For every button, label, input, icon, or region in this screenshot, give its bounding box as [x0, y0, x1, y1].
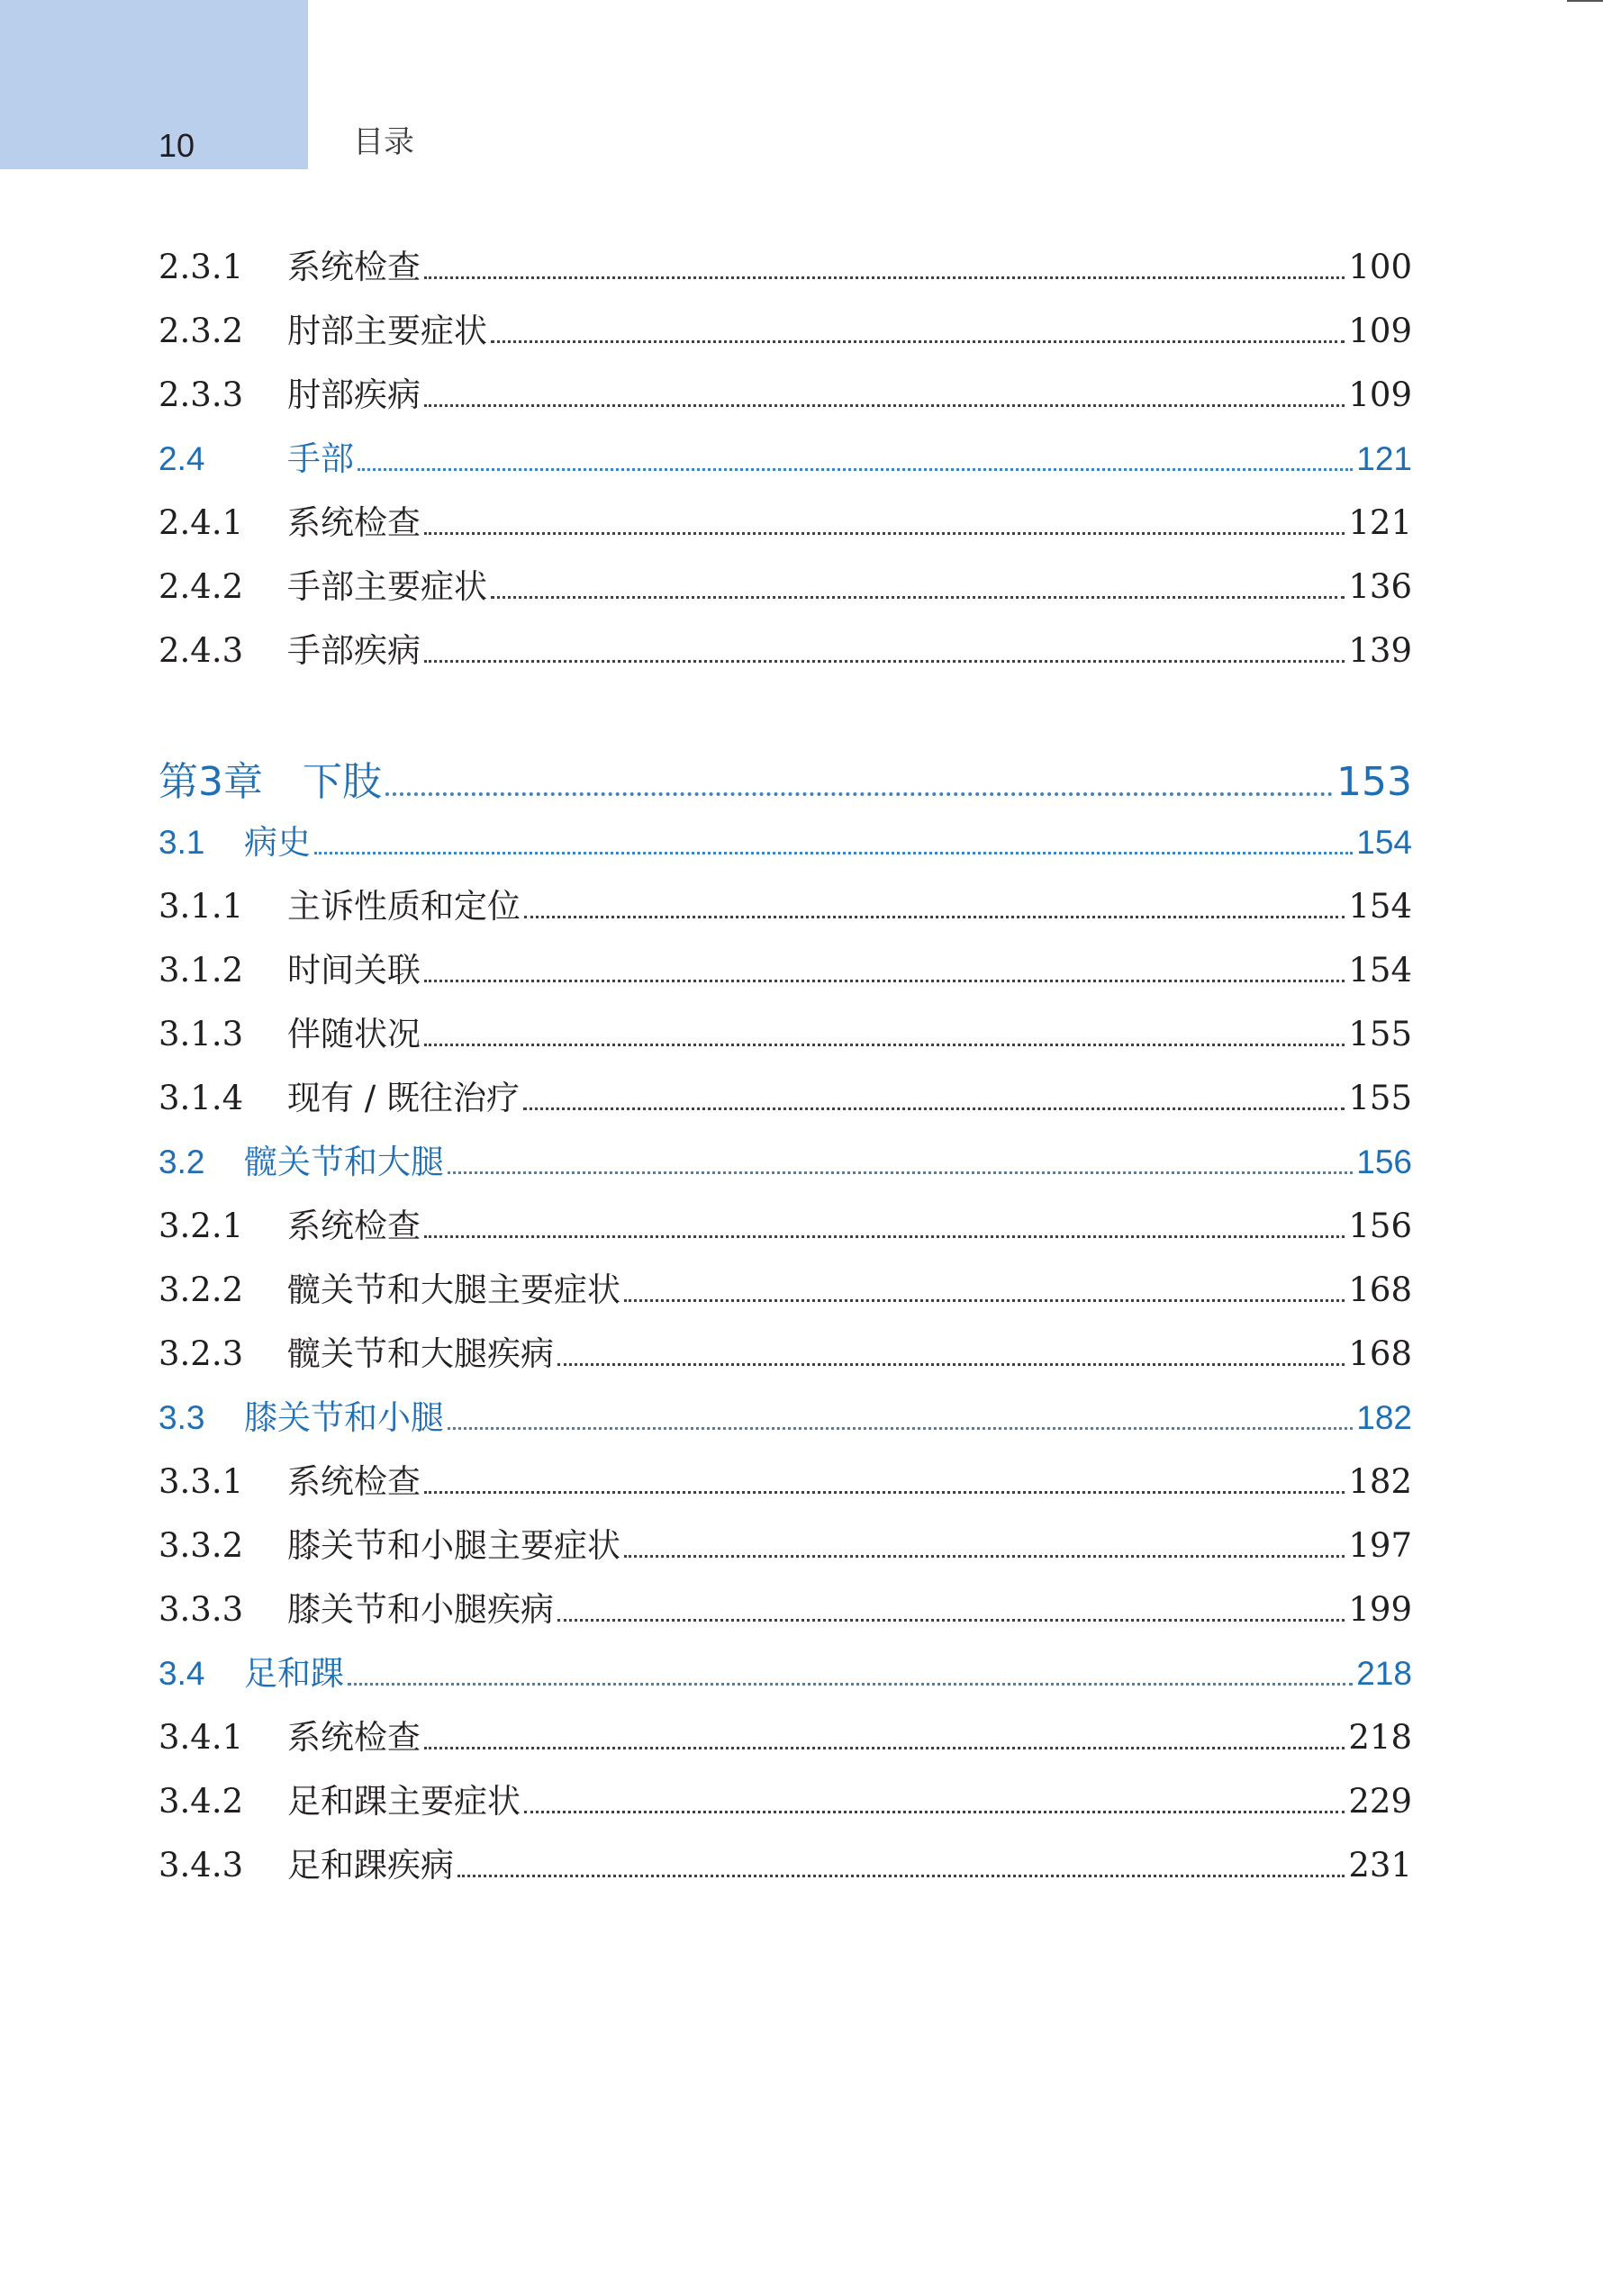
toc-page: 155 — [1348, 1079, 1412, 1117]
toc-leader — [358, 468, 1353, 471]
toc-number: 3.3 — [158, 1399, 205, 1436]
toc-number: 3.4.2 — [158, 1782, 244, 1821]
toc-page: 199 — [1348, 1590, 1412, 1629]
toc-title: 伴随状况 — [287, 1015, 421, 1053]
toc-chapter-title: 下肢 — [303, 759, 382, 805]
toc-number: 3.4.3 — [158, 1846, 244, 1885]
toc-leader — [385, 792, 1333, 796]
toc-entry-2-4-3[interactable] — [158, 623, 1412, 672]
toc-number: 2.4.2 — [158, 567, 244, 606]
toc-title: 足和踝疾病 — [287, 1846, 454, 1885]
toc-leader — [624, 1555, 1345, 1558]
toc-title: 膝关节和小腿主要症状 — [287, 1526, 620, 1565]
toc-title: 手部主要症状 — [287, 567, 487, 606]
toc-number: 3.1 — [158, 824, 205, 861]
toc-leader — [557, 1363, 1345, 1366]
toc-title: 髋关节和大腿 — [244, 1143, 444, 1181]
toc-leader — [523, 1107, 1345, 1110]
toc-title: 髋关节和大腿疾病 — [287, 1334, 554, 1373]
toc-number: 3.3.1 — [158, 1462, 244, 1501]
toc-title: 系统检查 — [287, 1718, 421, 1757]
toc-title: 髋关节和大腿主要症状 — [287, 1270, 620, 1309]
toc-page: 182 — [1356, 1399, 1412, 1436]
toc-entry-2-3-2[interactable] — [158, 303, 1412, 352]
crop-mark-right — [1567, 0, 1603, 2]
toc-page: 197 — [1348, 1526, 1412, 1565]
toc-page: 154 — [1348, 951, 1412, 990]
toc-entry-3-3-3[interactable] — [158, 1582, 1412, 1631]
toc-leader — [314, 852, 1353, 854]
toc-title: 肘部主要症状 — [287, 312, 487, 350]
toc-title: 病史 — [244, 823, 311, 862]
toc-page: 109 — [1348, 375, 1412, 414]
toc-number: 3.4.1 — [158, 1718, 244, 1757]
toc-title: 肘部疾病 — [287, 375, 421, 414]
toc-entry-3-1-4[interactable] — [158, 1071, 1412, 1119]
toc-leader — [448, 1171, 1353, 1174]
toc-number: 3.1.2 — [158, 951, 244, 990]
toc-leader — [557, 1619, 1345, 1622]
toc-page: 100 — [1348, 248, 1412, 286]
toc-leader — [448, 1427, 1353, 1430]
toc-leader — [424, 1235, 1345, 1238]
toc-page: 218 — [1356, 1655, 1412, 1692]
toc-leader — [424, 1491, 1345, 1494]
toc-entry-2-4[interactable] — [158, 431, 1412, 480]
toc-entry-3-4-3[interactable] — [158, 1838, 1412, 1886]
toc-leader — [457, 1875, 1345, 1877]
toc-page: 168 — [1348, 1270, 1412, 1309]
toc-page: 168 — [1348, 1334, 1412, 1373]
toc-number: 2.4.1 — [158, 503, 244, 542]
toc-page: 155 — [1348, 1015, 1412, 1053]
toc-title: 时间关联 — [287, 951, 421, 990]
toc-entry-3-4-1[interactable] — [158, 1710, 1412, 1758]
toc-page: 136 — [1348, 567, 1412, 606]
toc-number: 3.2.1 — [158, 1207, 244, 1245]
toc-number: 3.3.3 — [158, 1590, 244, 1629]
toc-number: 3.2 — [158, 1143, 205, 1180]
toc-entry-3-2[interactable] — [158, 1134, 1412, 1183]
toc-title: 足和踝主要症状 — [287, 1782, 521, 1821]
toc-entry-3-4[interactable] — [158, 1646, 1412, 1695]
toc-page: 229 — [1348, 1782, 1412, 1821]
toc-page: 231 — [1348, 1846, 1412, 1885]
toc-title: 现有 / 既往治疗 — [287, 1079, 520, 1117]
toc-leader — [424, 532, 1345, 535]
toc-entry-3-2-3[interactable] — [158, 1326, 1412, 1375]
header-color-block — [0, 0, 308, 169]
toc-entry-3-1-2[interactable] — [158, 943, 1412, 991]
toc-leader — [624, 1299, 1345, 1302]
toc-page: 121 — [1356, 440, 1412, 477]
toc-leader — [424, 1747, 1345, 1749]
toc-entry-3-1-3[interactable] — [158, 1007, 1412, 1055]
toc-title: 膝关节和小腿 — [244, 1398, 444, 1437]
toc-page: 156 — [1348, 1207, 1412, 1245]
toc-leader — [348, 1683, 1353, 1686]
toc-page: 121 — [1348, 503, 1412, 542]
toc-entry-3-4-2[interactable] — [158, 1774, 1412, 1822]
toc-number: 2.4 — [158, 440, 205, 477]
toc-page: 218 — [1348, 1718, 1412, 1757]
toc-title: 系统检查 — [287, 248, 421, 286]
toc-leader — [524, 1811, 1345, 1813]
toc-title: 系统检查 — [287, 503, 421, 542]
toc-entry-2-4-2[interactable] — [158, 559, 1412, 608]
toc-entry-2-4-1[interactable] — [158, 495, 1412, 544]
toc-entry-3-3-2[interactable] — [158, 1518, 1412, 1567]
toc-number: 3.3.2 — [158, 1526, 244, 1565]
toc-title: 膝关节和小腿疾病 — [287, 1590, 554, 1629]
toc-entry-3-2-1[interactable] — [158, 1198, 1412, 1247]
toc-entry-2-3-1[interactable] — [158, 240, 1412, 288]
toc-leader — [424, 276, 1345, 279]
toc-entry-3-1[interactable] — [158, 815, 1412, 863]
toc-leader — [424, 980, 1345, 982]
toc-leader — [424, 404, 1345, 407]
toc-number: 3.1.4 — [158, 1079, 244, 1117]
toc-page: 156 — [1356, 1143, 1412, 1180]
toc-page: 139 — [1348, 631, 1412, 670]
toc-leader — [491, 340, 1345, 343]
toc-chapter-number: 第3章 — [158, 759, 263, 805]
toc-title: 手部疾病 — [287, 631, 421, 670]
toc-number: 3.2.2 — [158, 1270, 244, 1309]
toc-page: 153 — [1336, 759, 1412, 805]
toc-page: 109 — [1348, 312, 1412, 350]
toc-entry-3-2-2[interactable] — [158, 1262, 1412, 1311]
toc-number: 3.2.3 — [158, 1334, 244, 1373]
toc-page: 182 — [1348, 1462, 1412, 1501]
toc-entry-3-3[interactable] — [158, 1390, 1412, 1439]
toc-title: 手部 — [287, 439, 354, 478]
toc-number: 3.1.3 — [158, 1015, 244, 1053]
toc-number: 2.4.3 — [158, 631, 244, 670]
toc-leader — [524, 916, 1345, 918]
toc-leader — [491, 596, 1345, 599]
toc-title: 足和踝 — [244, 1654, 344, 1693]
toc-entry-3-1-1[interactable] — [158, 879, 1412, 927]
toc-number: 3.1.1 — [158, 887, 244, 926]
toc-page: 154 — [1348, 887, 1412, 926]
running-title: 目录 — [353, 124, 414, 160]
page-number: 10 — [158, 127, 195, 164]
toc-page: 154 — [1356, 824, 1412, 861]
toc-title: 系统检查 — [287, 1207, 421, 1245]
toc-entry-3-3-1[interactable] — [158, 1454, 1412, 1503]
toc-number: 3.4 — [158, 1655, 205, 1692]
toc-title: 系统检查 — [287, 1462, 421, 1501]
toc-number: 2.3.3 — [158, 375, 244, 414]
toc-number: 2.3.2 — [158, 312, 244, 350]
toc-number: 2.3.1 — [158, 248, 244, 286]
toc-leader — [424, 1044, 1345, 1046]
toc-leader — [424, 660, 1345, 663]
toc-entry-2-3-3[interactable] — [158, 367, 1412, 416]
toc-entry-chapter-3[interactable] — [158, 751, 1412, 807]
toc-title: 主诉性质和定位 — [287, 887, 521, 926]
